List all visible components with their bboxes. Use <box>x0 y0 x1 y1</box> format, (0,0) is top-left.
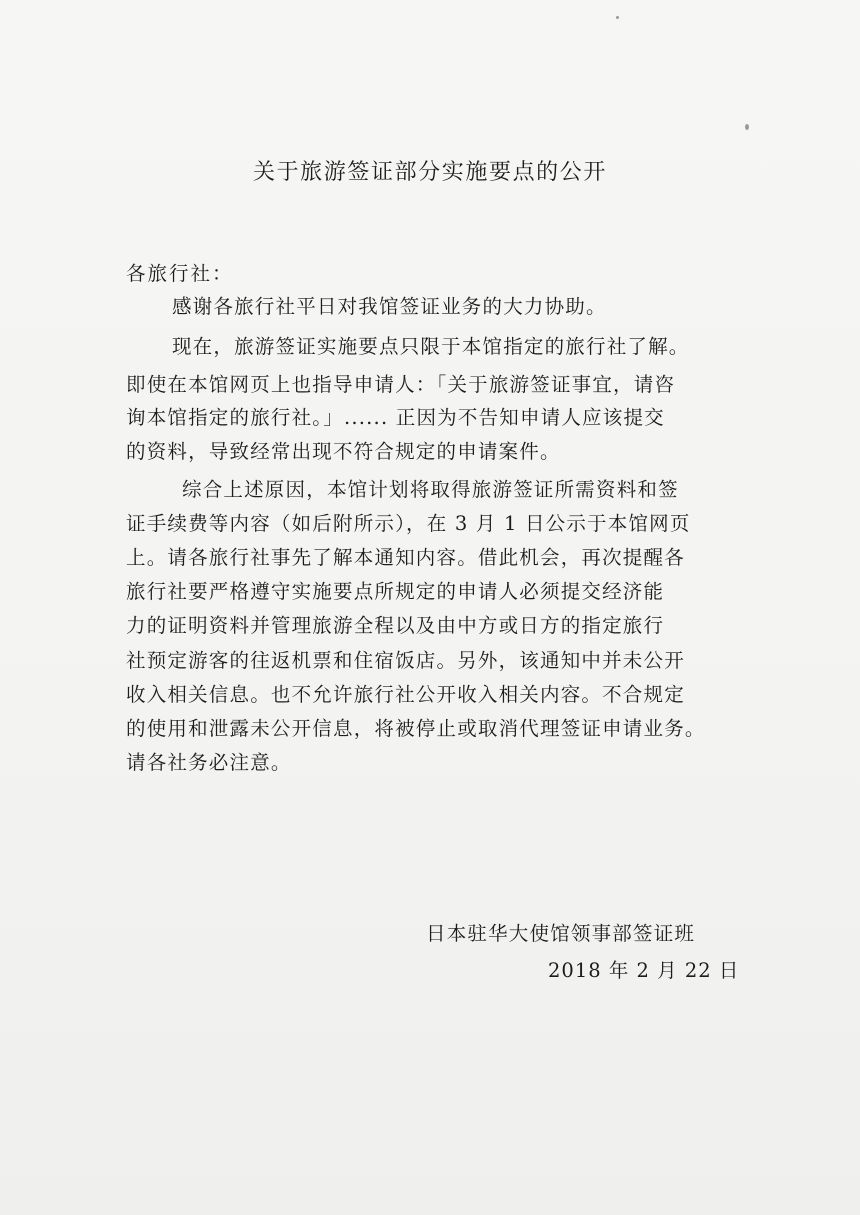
body-line: 收入相关信息。也不允许旅行社公开收入相关内容。不合规定 <box>126 683 685 706</box>
body-line: 感谢各旅行社平日对我馆签证业务的大力协助。 <box>172 295 607 318</box>
signature-organization: 日本驻华大使馆领事部签证班 <box>426 922 696 945</box>
body-line: 综合上述原因，本馆计划将取得旅游签证所需资料和签 <box>182 478 679 501</box>
scan-speck <box>616 16 619 19</box>
body-line: 旅行社要严格遵守实施要点所规定的申请人必须提交经济能 <box>126 580 665 603</box>
body-line: 的使用和泄露未公开信息，将被停止或取消代理签证申请业务。 <box>126 717 706 740</box>
body-line: 即使在本馆网页上也指导申请人：「关于旅游签证事宜，请咨 <box>126 373 676 396</box>
body-line: 现在，旅游签证实施要点只限于本馆指定的旅行社了解。 <box>172 335 690 358</box>
salutation: 各旅行社： <box>126 262 234 285</box>
body-line: 询本馆指定的旅行社。」...... 正因为不告知申请人应该提交 <box>126 406 665 429</box>
scan-speck <box>745 124 749 130</box>
body-line: 上。请各旅行社事先了解本通知内容。借此机会，再次提醒各 <box>126 546 685 569</box>
signature-date: 2018 年 2 月 22 日 <box>548 959 740 982</box>
body-line: 请各社务必注意。 <box>126 751 292 774</box>
body-line: 证手续费等内容（如后附所示），在 3 月 1 日公示于本馆网页 <box>126 512 691 535</box>
body-line: 力的证明资料并管理旅游全程以及由中方或日方的指定旅行 <box>126 614 665 637</box>
body-line: 社预定游客的往返机票和住宿饭店。另外，该通知中并未公开 <box>126 649 685 672</box>
document-title: 关于旅游签证部分实施要点的公开 <box>252 160 607 185</box>
body-line: 的资料，导致经常出现不符合规定的申请案件。 <box>126 440 561 463</box>
